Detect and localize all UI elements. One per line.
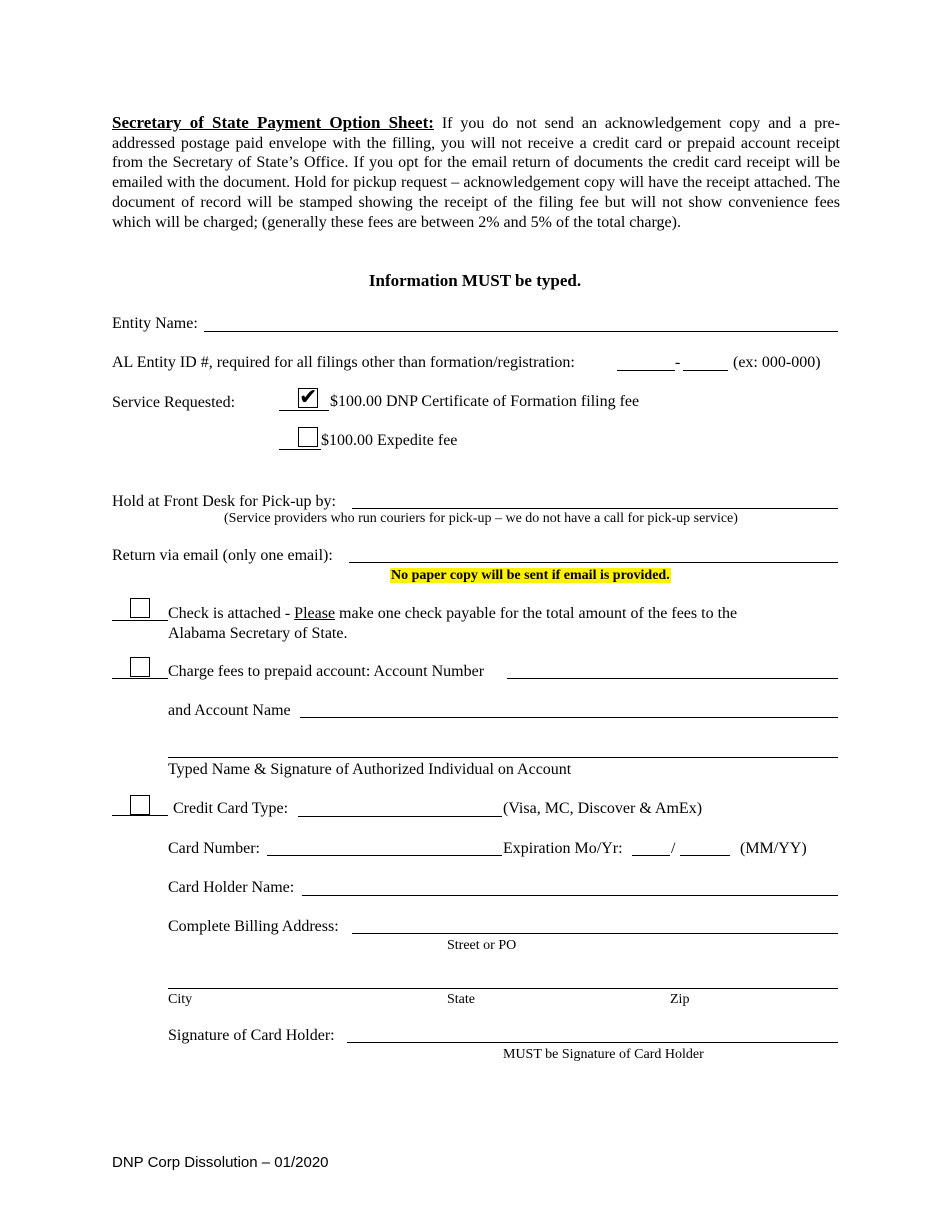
authorized-signature-field[interactable] [168,757,838,758]
footer-text: DNP Corp Dissolution – 01/2020 [112,1154,329,1171]
entity-id-label: AL Entity ID #, required for all filings other than formation/registration: [112,354,575,371]
service-option-1-underline [279,410,329,411]
credit-card-checkbox[interactable] [130,795,150,815]
service-option-1-label: $100.00 DNP Certificate of Formation filing fee [330,393,640,410]
hold-note: (Service providers who run couriers for pick-up – we do not have a call for pick-up service) [224,511,738,526]
holder-name-label: Card Holder Name: [168,879,295,896]
email-note-text: No paper copy will be sent if email is provided. [391,568,670,583]
check-text-line2: Alabama Secretary of State. [168,624,348,642]
account-name-field[interactable] [300,717,838,718]
entity-name-field[interactable] [204,331,838,332]
check-attached-checkbox[interactable] [130,598,150,618]
expiration-label: Expiration Mo/Yr: [503,840,623,857]
service-option-2-label: $100.00 Expedite fee [321,432,458,449]
city-caption: City [168,992,193,1007]
entity-id-separator: - [675,354,681,371]
hold-field[interactable] [352,508,838,509]
holder-name-field[interactable] [302,895,838,896]
billing-city-state-zip-field[interactable] [168,988,838,989]
billing-street-field[interactable] [352,933,838,934]
typed-notice: Information MUST be typed. [368,271,582,290]
account-name-label: and Account Name [168,702,291,719]
expiration-separator: / [671,840,676,857]
prepaid-account-checkbox[interactable] [130,657,150,677]
email-field[interactable] [349,562,838,563]
expiration-format: (MM/YY) [740,840,807,857]
state-caption: State [447,992,475,1007]
prepaid-label: Charge fees to prepaid account: Account Number [168,663,485,680]
intro-heading: Secretary of State Payment Option Sheet: [112,113,434,132]
check-text-pre: Check is attached - [168,605,295,622]
billing-label: Complete Billing Address: [168,918,339,935]
service-label: Service Requested: [112,394,236,411]
expiration-year-field[interactable] [680,855,730,856]
hold-label: Hold at Front Desk for Pick-up by: [112,493,336,510]
zip-caption: Zip [670,992,690,1007]
check-attached-text [168,604,737,643]
card-holder-signature-label: Signature of Card Holder: [168,1027,335,1044]
email-label: Return via email (only one email): [112,547,333,564]
intro-body: If you do not send an acknowledgement copy and a pre-addressed postage paid envelope with the filling, you will not receive a credit card or prepaid account receipt from the Secretary of State’s Office. If you opt for the email return of documents the credit card receipt will be emailed with the document. Hold for pickup request – acknowledgement copy will have the receipt attached. The document of record will be stamped showing the receipt of the filing fee but will not show convenience fees which will be charged; (generally these fees are between 2% and 5% of the total charge). [112,115,840,231]
check-text-post: make one check payable for the total amount of the fees to the [335,605,738,622]
account-number-field[interactable] [507,678,838,679]
email-note [390,566,671,584]
entity-id-part1-field[interactable] [617,370,675,371]
check-mark-icon: ✔ [299,385,318,410]
card-type-label: Credit Card Type: [173,800,289,817]
expiration-month-field[interactable] [632,855,670,856]
street-caption: Street or PO [447,938,517,953]
card-holder-signature-field[interactable] [347,1042,838,1043]
entity-name-label: Entity Name: [112,315,198,332]
card-number-label: Card Number: [168,840,260,857]
card-type-field[interactable] [298,816,502,817]
signature-caption: Typed Name & Signature of Authorized Individual on Account [168,761,572,778]
service-option-2-underline [279,449,321,450]
card-number-field[interactable] [267,855,502,856]
prepaid-option-underline [112,678,168,679]
service-option-2-checkbox[interactable] [298,427,318,447]
card-option-underline [112,815,168,816]
signature-note: MUST be Signature of Card Holder [503,1047,704,1062]
check-text-underlined: Please [294,605,336,622]
intro-paragraph [112,113,840,232]
card-type-note: (Visa, MC, Discover & AmEx) [503,800,703,817]
entity-id-example: (ex: 000-000) [733,354,821,371]
entity-id-part2-field[interactable] [683,370,728,371]
check-option-underline [112,620,168,621]
